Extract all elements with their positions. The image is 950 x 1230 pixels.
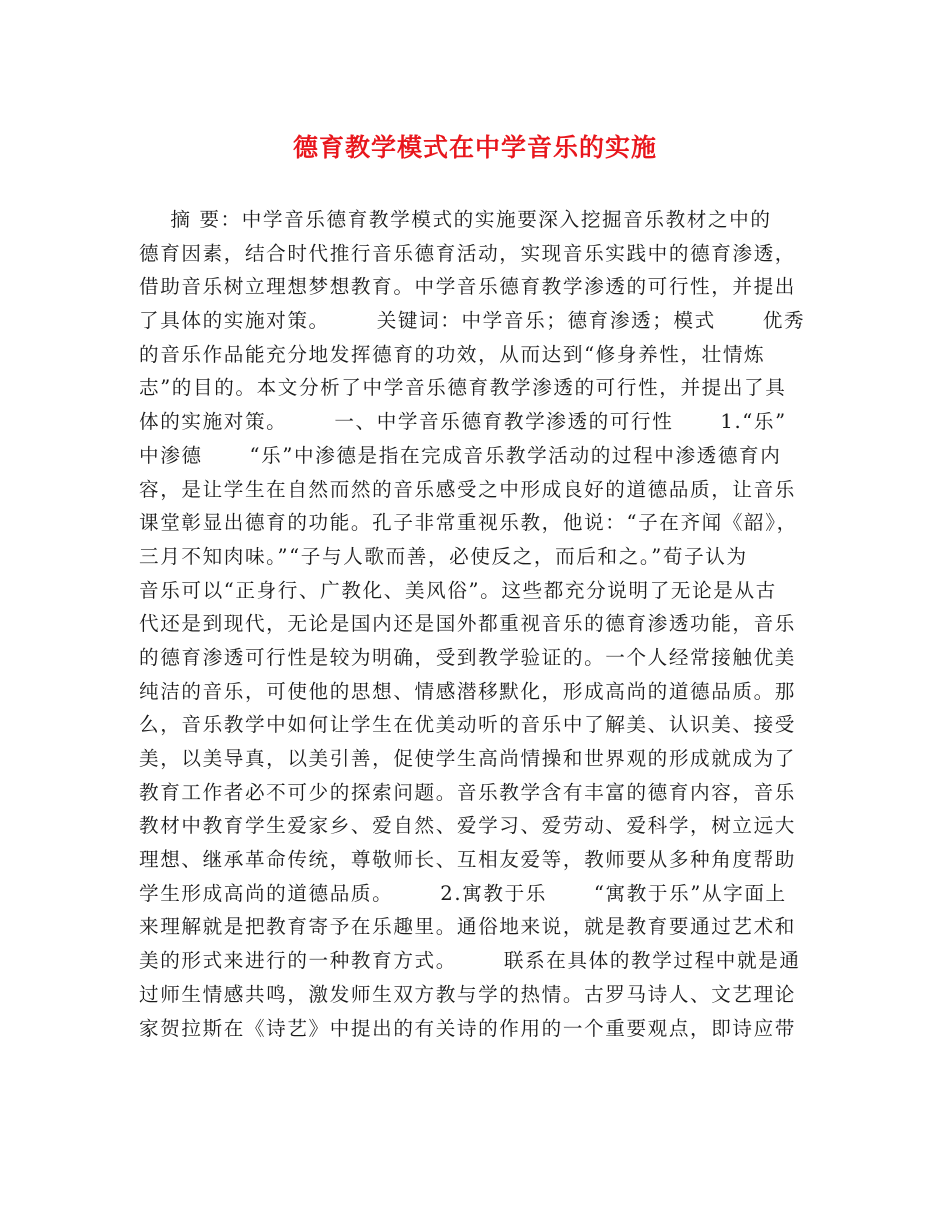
body-line: 音乐可以“正身行、广教化、美风俗”。这些都充分说明了无论是从古	[139, 578, 777, 602]
body-line: 志”的目的。本文分析了中学音乐德育教学渗透的可行性，并提出了具	[139, 376, 787, 400]
body-line: 三月不知肉味。”“子与人歌而善，必使反之，而后和之。”荀子认为	[139, 544, 748, 568]
body-line: 纯洁的音乐，可使他的思想、情感潜移默化，形成高尚的道德品质。那	[139, 679, 797, 703]
body-line: 体的实施对策。 一、中学音乐德育教学渗透的可行性 1.“乐”	[139, 410, 787, 434]
body-line: 借助音乐树立理想梦想教育。中学音乐德育教学渗透的可行性，并提出	[139, 275, 797, 299]
body-line: 德育因素，结合时代推行音乐德育活动，实现音乐实践中的德育渗透，	[139, 241, 797, 265]
body-line: 学生形成高尚的道德品质。 2.寓教于乐 “寓教于乐”从字面上	[139, 881, 787, 905]
body-line: 过师生情感共鸣，激发师生双方教与学的热情。古罗马诗人、文艺理论	[139, 982, 797, 1006]
body-line: 教材中教育学生爱家乡、爱自然、爱学习、爱劳动、爱科学，树立远大	[139, 814, 797, 838]
document-title: 德育教学模式在中学音乐的实施	[292, 133, 657, 162]
body-line: 课堂彰显出德育的功能。孔子非常重视乐教，他说：“子在齐闻《韶》，	[139, 511, 798, 535]
body-line: 理想、继承革命传统，尊敬师长、互相友爱等，教师要从多种角度帮助	[139, 848, 797, 872]
body-line: 的德育渗透可行性是较为明确，受到教学验证的。一个人经常接触优美	[139, 645, 797, 669]
body-line: 么，音乐教学中如何让学生在优美动听的音乐中了解美、认识美、接受	[139, 713, 797, 737]
body-line: 家贺拉斯在《诗艺》中提出的有关诗的作用的一个重要观点，即诗应带	[139, 1016, 797, 1040]
body-line: 美的形式来进行的一种教育方式。 联系在具体的教学过程中就是通	[139, 949, 801, 973]
body-line: 了具体的实施对策。 关键词：中学音乐；德育渗透；模式 优秀	[139, 309, 806, 333]
body-line: 代还是到现代，无论是国内还是国外都重视音乐的德育渗透功能，音乐	[139, 612, 797, 636]
body-line: 来理解就是把教育寄予在乐趣里。通俗地来说，就是教育要通过艺术和	[139, 915, 797, 939]
body-line: 容，是让学生在自然而然的音乐感受之中形成良好的道德品质，让音乐	[139, 477, 797, 501]
body-line: 教育工作者必不可少的探索问题。音乐教学含有丰富的德育内容，音乐	[139, 780, 797, 804]
body-line: 美，以美导真，以美引善，促使学生高尚情操和世界观的形成就成为了	[139, 747, 797, 770]
body-line: 的音乐作品能充分地发挥德育的功效，从而达到“修身养性，壮情炼	[139, 342, 766, 366]
body-line: 摘 要：中学音乐德育教学模式的实施要深入挖掘音乐教材之中的	[139, 208, 772, 231]
body-line: 中渗德 “乐”中渗德是指在完成音乐教学活动的过程中渗透德育内	[139, 443, 782, 467]
document-body	[139, 203, 817, 1045]
